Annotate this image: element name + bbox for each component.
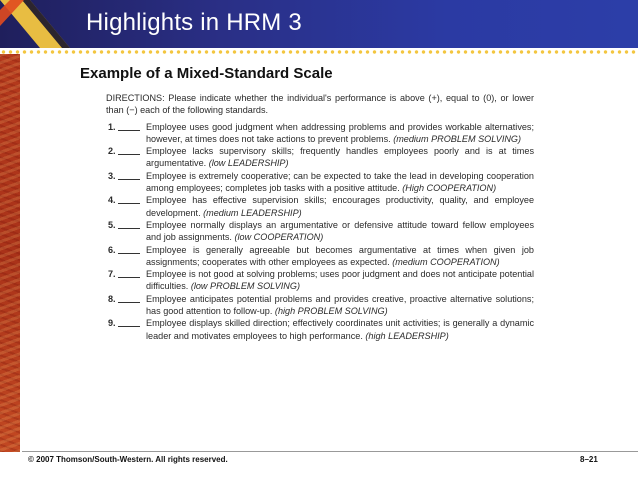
list-item (106, 219, 534, 244)
item-number: 2. (108, 146, 116, 157)
directions-text: DIRECTIONS: Please indicate whether the individual's performance is above (+), equal to (0), or lower than (−) each of the following standards. (106, 93, 534, 116)
item-text: Employee is not good at solving problems; uses poor judgment and does not anticipate potential difficulties. (146, 269, 534, 292)
item-text: Employee displays skilled direction; effectively coordinates unit activities; is generally a dynamic leader and motivates employees to high performance. (146, 318, 534, 341)
item-text: Employee is generally agreeable but becomes argumentative at times when given job assignments; cooperates with other employees as expected. (146, 244, 534, 267)
rating-blank[interactable] (118, 130, 140, 131)
item-number: 8. (108, 293, 116, 304)
item-number: 1. (108, 121, 116, 132)
item-standard-tag: (low COOPERATION) (234, 232, 324, 243)
item-number: 5. (108, 219, 116, 230)
item-standard-tag: (medium LEADERSHIP) (203, 207, 302, 218)
copyright-text: © 2007 Thomson/South-Western. All rights reserved. (28, 455, 228, 464)
list-item (106, 293, 534, 318)
list-item (106, 317, 534, 342)
list-item (106, 268, 534, 293)
page-number: 8–21 (580, 455, 598, 464)
scale-document (106, 92, 534, 342)
rating-blank[interactable] (118, 203, 140, 204)
item-standard-tag: (low PROBLEM SOLVING) (190, 281, 300, 292)
left-texture-bar (0, 54, 20, 452)
item-text: Employee normally displays an argumentative or defensive attitude toward fellow employees and job assignments. (146, 219, 534, 243)
header-band (0, 0, 638, 48)
rating-blank[interactable] (118, 253, 140, 254)
item-text: Employee uses good judgment when addressing problems and provides workable alternatives; however, at times does not take actions to prevent problems. (146, 121, 534, 144)
item-number: 6. (108, 244, 116, 255)
rating-blank[interactable] (118, 302, 140, 303)
footer-divider (22, 451, 638, 452)
item-standard-tag: (low LEADERSHIP) (208, 158, 289, 169)
dotted-separator (0, 50, 638, 54)
rating-blank[interactable] (118, 179, 140, 180)
list-item (106, 194, 534, 219)
section-subtitle: Example of a Mixed-Standard Scale (80, 65, 333, 82)
rating-blank[interactable] (118, 154, 140, 155)
item-standard-tag: (High COOPERATION) (402, 183, 497, 194)
rating-blank[interactable] (118, 326, 140, 327)
list-item (106, 121, 534, 146)
item-text: Employee is extremely cooperative; can be expected to take the lead in developing cooperation among employees; completes job tasks with a positive attitude. (146, 170, 534, 194)
scale-items-list (106, 121, 534, 342)
item-text: Employee lacks supervisory skills; frequently handles employees poorly and is at times argumentative. (146, 146, 534, 169)
item-number: 4. (108, 195, 116, 206)
item-standard-tag: (high PROBLEM SOLVING) (274, 306, 388, 317)
item-number: 3. (108, 170, 116, 181)
list-item (106, 170, 534, 195)
item-text: Employee has effective supervision skills; encourages productivity, quality, and employee development. (146, 195, 534, 218)
rating-blank[interactable] (118, 228, 140, 229)
item-standard-tag: (high LEADERSHIP) (365, 330, 449, 341)
item-standard-tag: (medium COOPERATION) (392, 256, 500, 267)
list-item (106, 145, 534, 170)
item-number: 9. (108, 318, 116, 329)
item-number: 7. (108, 269, 116, 280)
slide-title: Highlights in HRM 3 (86, 9, 302, 36)
rating-blank[interactable] (118, 277, 140, 278)
list-item (106, 244, 534, 269)
item-standard-tag: (medium PROBLEM SOLVING) (393, 133, 522, 144)
item-text: Employee anticipates potential problems and provides creative, proactive alternative solutions; has good attention to follow-up. (146, 293, 534, 317)
